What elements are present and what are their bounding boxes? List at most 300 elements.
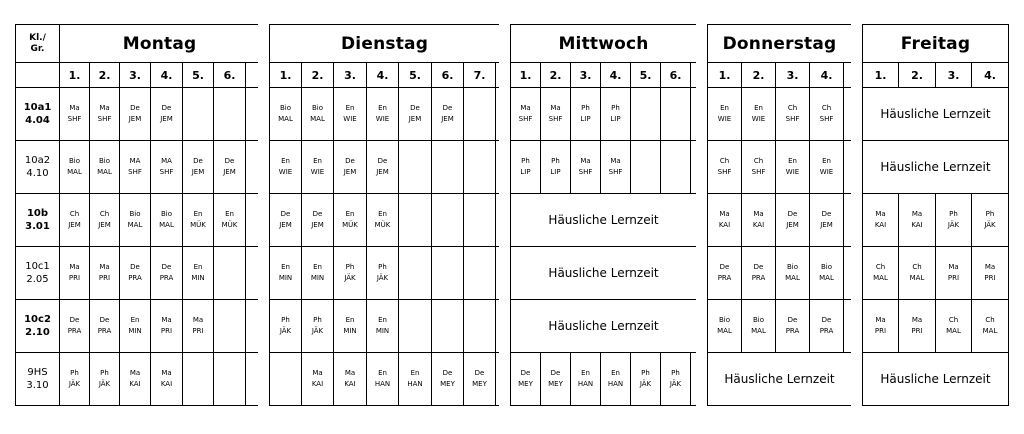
lesson-teacher: JÄK bbox=[98, 380, 111, 388]
lesson-cell bbox=[183, 194, 214, 247]
lesson-cell bbox=[270, 353, 302, 406]
lesson-cell bbox=[270, 247, 302, 300]
lesson-cell bbox=[183, 88, 214, 141]
lesson-cell bbox=[432, 353, 464, 406]
lesson-teacher: PRI bbox=[98, 274, 111, 282]
lesson-teacher: JÄK bbox=[311, 327, 324, 335]
lesson-subject: En bbox=[378, 104, 387, 112]
lesson-teacher: MIN bbox=[343, 327, 357, 335]
lesson-subject: Ma bbox=[911, 210, 923, 218]
lesson-subject: De bbox=[312, 210, 323, 218]
lesson-teacher: PRI bbox=[984, 274, 996, 282]
lesson-cell bbox=[464, 141, 496, 194]
lesson-cell bbox=[863, 300, 899, 353]
lesson-teacher: JEM bbox=[191, 168, 205, 176]
lesson-subject: Bio bbox=[786, 263, 799, 271]
lesson-subject: De bbox=[520, 369, 531, 377]
period-label: 3. bbox=[120, 63, 151, 88]
lesson-subject: En bbox=[345, 316, 355, 324]
lesson-teacher: PRI bbox=[874, 327, 887, 335]
lesson-cell bbox=[776, 194, 810, 247]
lesson-teacher: MAL bbox=[785, 274, 800, 282]
lesson-subject: Ma bbox=[753, 210, 764, 218]
lesson-cell bbox=[214, 353, 246, 406]
lesson-teacher: MAL bbox=[873, 274, 888, 282]
period-label: 3. bbox=[936, 63, 972, 88]
lesson-subject: De bbox=[474, 369, 485, 377]
lesson-cell bbox=[60, 141, 90, 194]
day-title-freitag: Freitag bbox=[863, 25, 1009, 63]
lesson-cell bbox=[631, 88, 661, 141]
lesson-cell bbox=[367, 141, 399, 194]
lesson-subject: Ma bbox=[69, 263, 80, 271]
lesson-cell bbox=[571, 141, 601, 194]
lesson-cell bbox=[742, 88, 776, 141]
lesson-cell bbox=[631, 353, 661, 406]
lesson-subject: Bio bbox=[820, 263, 833, 271]
lesson-subject: En bbox=[378, 316, 387, 324]
lesson-subject: De bbox=[345, 157, 355, 165]
lesson-teacher: LIP bbox=[550, 168, 561, 176]
lesson-subject: En bbox=[378, 369, 387, 377]
lesson-teacher: JÄK bbox=[947, 221, 960, 229]
lesson-teacher: SHF bbox=[159, 168, 174, 176]
lesson-teacher: WIE bbox=[751, 115, 766, 123]
lesson-cell bbox=[183, 300, 214, 353]
lesson-teacher: KAI bbox=[344, 380, 356, 388]
lesson-subject: Ch bbox=[985, 316, 995, 324]
lesson-subject: Ph bbox=[521, 157, 530, 165]
class-header-cell bbox=[16, 25, 60, 63]
lesson-cell bbox=[334, 88, 367, 141]
lesson-subject: Bio bbox=[752, 316, 765, 324]
lesson-subject: Ma bbox=[580, 157, 591, 165]
lesson-cell bbox=[511, 88, 541, 141]
lesson-teacher: JÄK bbox=[68, 380, 81, 388]
lesson-cell bbox=[399, 194, 432, 247]
lesson-teacher: MÜK bbox=[221, 221, 238, 229]
lesson-cell bbox=[120, 88, 151, 141]
day-title-donnerstag: Donnerstag bbox=[708, 25, 852, 63]
lesson-teacher: KAI bbox=[874, 221, 887, 229]
lesson-cell bbox=[90, 247, 120, 300]
lesson-cell bbox=[60, 88, 90, 141]
lesson-cell bbox=[776, 88, 810, 141]
lesson-subject: Ch bbox=[753, 157, 764, 165]
lesson-cell bbox=[810, 247, 844, 300]
lesson-teacher: MIN bbox=[310, 274, 325, 282]
lesson-subject: Ph bbox=[551, 157, 560, 165]
lesson-teacher: MAL bbox=[310, 115, 325, 123]
lesson-subject: Bio bbox=[129, 210, 141, 218]
lesson-cell bbox=[151, 194, 183, 247]
lesson-teacher: PRA bbox=[128, 274, 142, 282]
period-label: 1. bbox=[511, 63, 541, 88]
lesson-subject: De bbox=[442, 104, 453, 112]
lesson-cell bbox=[399, 247, 432, 300]
lesson-subject: Ma bbox=[984, 263, 996, 271]
period-label: 1. bbox=[60, 63, 90, 88]
lesson-cell bbox=[601, 88, 631, 141]
lesson-subject: De bbox=[224, 157, 235, 165]
lesson-cell bbox=[183, 353, 214, 406]
period-label: 4. bbox=[810, 63, 844, 88]
lesson-cell bbox=[214, 141, 246, 194]
lesson-teacher: JÄK bbox=[984, 221, 996, 229]
lesson-subject: De bbox=[161, 263, 172, 271]
lesson-cell bbox=[601, 353, 631, 406]
class-cell bbox=[16, 88, 60, 141]
lesson-teacher: MIN bbox=[128, 327, 142, 335]
class-room: 2.05 bbox=[26, 274, 49, 285]
lesson-teacher: JÄK bbox=[279, 327, 292, 335]
lesson-cell bbox=[334, 300, 367, 353]
lesson-cell bbox=[708, 88, 742, 141]
lesson-subject: Ch bbox=[69, 210, 80, 218]
lesson-cell bbox=[90, 194, 120, 247]
period-label: 1. bbox=[863, 63, 899, 88]
period-label: 3. bbox=[571, 63, 601, 88]
lesson-subject: De bbox=[787, 210, 798, 218]
lesson-teacher: PRA bbox=[785, 327, 800, 335]
lesson-teacher: JEM bbox=[408, 115, 422, 123]
period-label: 2. bbox=[899, 63, 936, 88]
lesson-teacher: PRI bbox=[68, 274, 81, 282]
lesson-subject: En bbox=[313, 263, 322, 271]
lesson-cell bbox=[972, 300, 1009, 353]
lesson-cell bbox=[334, 141, 367, 194]
day-table-freitag bbox=[862, 24, 1009, 406]
period-label: 6. bbox=[432, 63, 464, 88]
lesson-subject: Ch bbox=[912, 263, 922, 271]
class-name: 10a1 bbox=[23, 102, 52, 113]
lesson-cell bbox=[936, 194, 972, 247]
lesson-cell bbox=[464, 194, 496, 247]
lesson-teacher: KAI bbox=[160, 380, 173, 388]
lesson-teacher: JEM bbox=[311, 221, 324, 229]
lesson-subject: De bbox=[821, 316, 832, 324]
lesson-teacher: WIE bbox=[375, 115, 390, 123]
lesson-teacher: MAL bbox=[97, 168, 112, 176]
lesson-subject: Ph bbox=[581, 104, 590, 112]
lesson-cell bbox=[302, 300, 334, 353]
lesson-teacher: SHF bbox=[518, 115, 533, 123]
lesson-cell bbox=[302, 141, 334, 194]
lesson-cell bbox=[151, 247, 183, 300]
class-cell bbox=[16, 141, 60, 194]
lesson-teacher: JEM bbox=[343, 168, 357, 176]
class-cell bbox=[16, 247, 60, 300]
class-name: 10c2 bbox=[24, 314, 51, 325]
lesson-cell bbox=[120, 353, 151, 406]
lesson-teacher: MEY bbox=[518, 380, 533, 388]
lesson-cell bbox=[334, 247, 367, 300]
period-label: 5. bbox=[631, 63, 661, 88]
lesson-subject: De bbox=[753, 263, 764, 271]
lesson-subject: En bbox=[193, 210, 203, 218]
lesson-subject: Ma bbox=[69, 104, 80, 112]
lesson-cell bbox=[432, 194, 464, 247]
lesson-cell bbox=[810, 300, 844, 353]
lesson-teacher: HAN bbox=[577, 380, 594, 388]
lesson-subject: MA bbox=[161, 157, 172, 165]
lesson-cell bbox=[60, 247, 90, 300]
lesson-subject: En bbox=[225, 210, 234, 218]
lesson-teacher: PRI bbox=[160, 327, 173, 335]
period-label: 2. bbox=[742, 63, 776, 88]
lesson-cell bbox=[90, 300, 120, 353]
lesson-subject: Ch bbox=[948, 316, 959, 324]
lesson-cell bbox=[334, 353, 367, 406]
lesson-subject: Ma bbox=[875, 210, 886, 218]
lesson-cell bbox=[571, 353, 601, 406]
lesson-teacher: LIP bbox=[580, 115, 591, 123]
lesson-subject: Ch bbox=[99, 210, 110, 218]
lesson-subject: Ph bbox=[70, 369, 79, 377]
lesson-teacher: MAL bbox=[751, 327, 766, 335]
period-label: 6. bbox=[214, 63, 246, 88]
lesson-teacher: JÄK bbox=[669, 380, 682, 388]
class-header-line1: Kl./ bbox=[29, 32, 46, 43]
lesson-cell bbox=[972, 247, 1009, 300]
lesson-cell bbox=[90, 88, 120, 141]
lesson-teacher: KAI bbox=[752, 221, 765, 229]
lesson-cell bbox=[120, 194, 151, 247]
period-label: 3. bbox=[334, 63, 367, 88]
lesson-cell bbox=[511, 353, 541, 406]
lesson-teacher: MEY bbox=[472, 380, 487, 388]
lesson-cell bbox=[708, 300, 742, 353]
lesson-cell bbox=[432, 88, 464, 141]
lesson-subject: Ph bbox=[985, 210, 995, 218]
lesson-teacher: JEM bbox=[128, 115, 142, 123]
lesson-teacher: JEM bbox=[376, 168, 389, 176]
lesson-subject: En bbox=[410, 369, 420, 377]
day-table-dienstag bbox=[269, 24, 500, 406]
lesson-teacher: KAI bbox=[311, 380, 324, 388]
day-title-mittwoch: Mittwoch bbox=[511, 25, 697, 63]
lesson-teacher: MÜK bbox=[190, 221, 206, 229]
lesson-cell bbox=[661, 88, 691, 141]
lesson-teacher: PRA bbox=[97, 327, 112, 335]
lesson-subject: En bbox=[378, 210, 387, 218]
lesson-subject: Ph bbox=[313, 316, 322, 324]
lesson-cell bbox=[399, 141, 432, 194]
lesson-cell bbox=[708, 141, 742, 194]
lesson-teacher: JEM bbox=[786, 221, 799, 229]
lesson-cell bbox=[120, 247, 151, 300]
lesson-cell bbox=[270, 88, 302, 141]
period-label: 2. bbox=[302, 63, 334, 88]
lernzeit-cell: Häusliche Lernzeit bbox=[863, 353, 1009, 406]
lesson-cell bbox=[399, 88, 432, 141]
lesson-cell bbox=[183, 141, 214, 194]
lesson-subject: De bbox=[69, 316, 80, 324]
lesson-cell bbox=[661, 353, 691, 406]
lesson-cell bbox=[214, 300, 246, 353]
period-label: 2. bbox=[541, 63, 571, 88]
lesson-subject: De bbox=[193, 157, 203, 165]
lesson-subject: Ph bbox=[641, 369, 650, 377]
lesson-subject: Ph bbox=[281, 316, 290, 324]
lesson-cell bbox=[464, 353, 496, 406]
lesson-cell bbox=[60, 194, 90, 247]
class-room: 4.04 bbox=[25, 115, 50, 126]
lesson-teacher: HAN bbox=[607, 380, 624, 388]
lesson-teacher: PRA bbox=[67, 327, 82, 335]
lesson-cell bbox=[432, 141, 464, 194]
lesson-subject: Ch bbox=[787, 104, 798, 112]
lernzeit-cell: Häusliche Lernzeit bbox=[511, 194, 697, 247]
lesson-teacher: LIP bbox=[520, 168, 531, 176]
lesson-teacher: JEM bbox=[160, 115, 173, 123]
class-name: 10c1 bbox=[25, 261, 50, 272]
lesson-teacher: PRA bbox=[819, 327, 834, 335]
lernzeit-cell: Häusliche Lernzeit bbox=[863, 141, 1009, 194]
lesson-teacher: SHF bbox=[608, 168, 623, 176]
lesson-cell bbox=[810, 141, 844, 194]
lesson-teacher: MEY bbox=[548, 380, 563, 388]
lesson-cell bbox=[432, 247, 464, 300]
lesson-teacher: KAI bbox=[718, 221, 731, 229]
day-title-dienstag: Dienstag bbox=[270, 25, 500, 63]
class-cell bbox=[16, 194, 60, 247]
lesson-cell bbox=[367, 353, 399, 406]
lesson-subject: Ma bbox=[719, 210, 730, 218]
lesson-cell bbox=[899, 247, 936, 300]
lesson-teacher: WIE bbox=[278, 168, 293, 176]
lesson-cell bbox=[936, 300, 972, 353]
lesson-teacher: PRA bbox=[159, 274, 174, 282]
lesson-teacher: LIP bbox=[610, 115, 621, 123]
lesson-teacher: JÄK bbox=[344, 274, 356, 282]
lesson-subject: En bbox=[193, 263, 203, 271]
class-room: 3.01 bbox=[25, 221, 50, 232]
lesson-subject: Bio bbox=[68, 157, 81, 165]
class-cell bbox=[16, 300, 60, 353]
lesson-cell bbox=[367, 247, 399, 300]
lesson-subject: Ph bbox=[611, 104, 620, 112]
lesson-cell bbox=[776, 247, 810, 300]
period-label: 5. bbox=[183, 63, 214, 88]
lesson-subject: Bio bbox=[98, 157, 111, 165]
lesson-teacher: KAI bbox=[129, 380, 141, 388]
lesson-subject: Ma bbox=[192, 316, 204, 324]
lernzeit-cell: Häusliche Lernzeit bbox=[708, 353, 852, 406]
lesson-cell bbox=[464, 247, 496, 300]
lesson-teacher: SHF bbox=[128, 168, 142, 176]
lesson-cell bbox=[270, 194, 302, 247]
lesson-cell bbox=[302, 194, 334, 247]
lesson-teacher: JEM bbox=[820, 221, 833, 229]
lesson-cell bbox=[367, 300, 399, 353]
lesson-cell bbox=[899, 300, 936, 353]
lesson-teacher: SHF bbox=[548, 115, 563, 123]
lesson-teacher: HAN bbox=[407, 380, 423, 388]
lesson-subject: Bio bbox=[718, 316, 731, 324]
lesson-subject: De bbox=[787, 316, 798, 324]
lesson-teacher: MAL bbox=[159, 221, 174, 229]
lesson-cell bbox=[151, 88, 183, 141]
lesson-cell bbox=[464, 300, 496, 353]
lesson-teacher: KAI bbox=[911, 221, 923, 229]
lesson-cell bbox=[60, 353, 90, 406]
lernzeit-cell: Häusliche Lernzeit bbox=[511, 247, 697, 300]
lesson-teacher: JEM bbox=[279, 221, 292, 229]
lernzeit-cell: Häusliche Lernzeit bbox=[511, 300, 697, 353]
lesson-subject: Ma bbox=[550, 104, 561, 112]
lesson-cell bbox=[571, 88, 601, 141]
lesson-subject: Ma bbox=[520, 104, 531, 112]
period-label: 1. bbox=[708, 63, 742, 88]
lesson-subject: En bbox=[281, 157, 290, 165]
class-cell bbox=[16, 353, 60, 406]
lesson-cell bbox=[270, 141, 302, 194]
class-number-blank bbox=[16, 63, 60, 88]
lesson-cell bbox=[776, 141, 810, 194]
lesson-subject: De bbox=[442, 369, 453, 377]
lesson-teacher: MAL bbox=[819, 274, 834, 282]
lesson-subject: Ma bbox=[99, 104, 110, 112]
lesson-teacher: SHF bbox=[819, 115, 834, 123]
lesson-subject: De bbox=[550, 369, 561, 377]
period-label: 3. bbox=[776, 63, 810, 88]
lesson-subject: En bbox=[313, 157, 322, 165]
lesson-teacher: MIN bbox=[278, 274, 293, 282]
lesson-cell bbox=[90, 353, 120, 406]
lesson-cell bbox=[464, 88, 496, 141]
lesson-teacher: JEM bbox=[98, 221, 111, 229]
lesson-cell bbox=[863, 247, 899, 300]
lesson-cell bbox=[601, 141, 631, 194]
lesson-subject: Ch bbox=[719, 157, 730, 165]
lesson-cell bbox=[214, 247, 246, 300]
lesson-cell bbox=[270, 300, 302, 353]
lesson-subject: De bbox=[161, 104, 172, 112]
lesson-subject: Ma bbox=[948, 263, 959, 271]
lesson-subject: Ma bbox=[161, 316, 172, 324]
lesson-cell bbox=[120, 141, 151, 194]
lesson-teacher: JEM bbox=[223, 168, 236, 176]
period-label: 1. bbox=[270, 63, 302, 88]
lesson-cell bbox=[541, 141, 571, 194]
lesson-cell bbox=[432, 300, 464, 353]
lesson-cell bbox=[661, 141, 691, 194]
lesson-teacher: SHF bbox=[97, 115, 112, 123]
lesson-cell bbox=[863, 194, 899, 247]
lesson-teacher: MEY bbox=[440, 380, 455, 388]
lesson-subject: En bbox=[281, 263, 290, 271]
lesson-cell bbox=[742, 141, 776, 194]
lesson-teacher: SHF bbox=[751, 168, 766, 176]
lesson-subject: De bbox=[130, 104, 140, 112]
lesson-cell bbox=[302, 88, 334, 141]
class-room: 3.10 bbox=[26, 380, 49, 391]
lesson-teacher: PRI bbox=[911, 327, 923, 335]
lesson-subject: Bio bbox=[279, 104, 292, 112]
lesson-cell bbox=[631, 141, 661, 194]
lesson-cell bbox=[334, 194, 367, 247]
period-label: 2. bbox=[90, 63, 120, 88]
lesson-subject: De bbox=[280, 210, 291, 218]
lesson-teacher: PRI bbox=[192, 327, 204, 335]
lesson-subject: En bbox=[754, 104, 763, 112]
lesson-subject: En bbox=[345, 104, 355, 112]
lesson-cell bbox=[214, 194, 246, 247]
lesson-subject: Ma bbox=[875, 316, 886, 324]
lesson-subject: En bbox=[822, 157, 831, 165]
lesson-subject: De bbox=[377, 157, 388, 165]
